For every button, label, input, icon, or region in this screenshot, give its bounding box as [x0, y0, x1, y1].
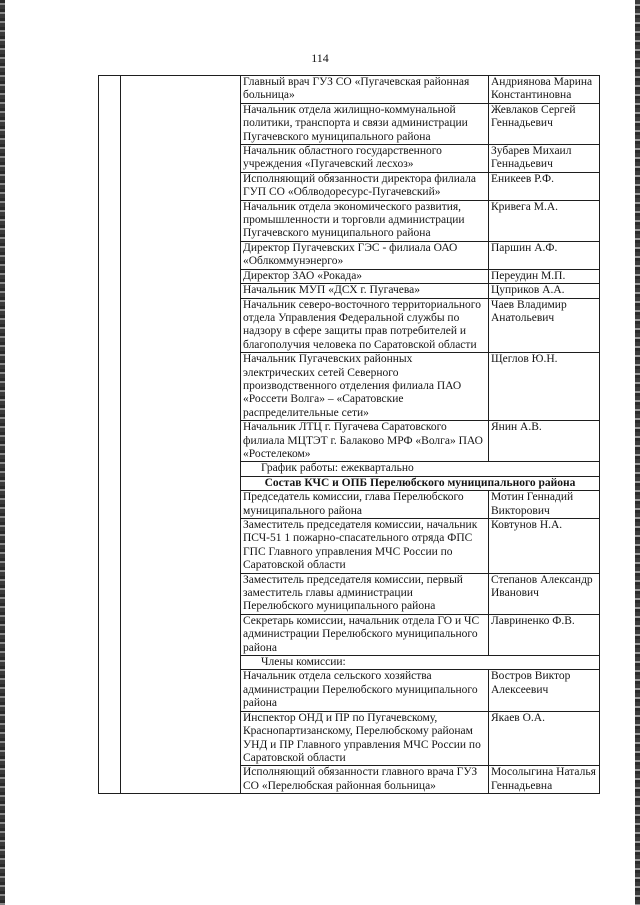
person-name-cell: Цуприков А.А.: [489, 284, 600, 298]
empty-district-cell: [121, 76, 241, 794]
person-name-cell: Ковтунов Н.А.: [489, 519, 600, 574]
person-name-cell: Лавриненко Ф.В.: [489, 614, 600, 655]
position-cell: Начальник ЛТЦ г. Пугачева Саратовского филиала МЦТЭТ г. Балаково МРФ «Волга» ПАО «Ростелеком»: [241, 421, 489, 462]
person-name-cell: Паршин А.Ф.: [489, 241, 600, 269]
person-name-cell: Жевлаков Сергей Геннадьевич: [489, 103, 600, 144]
schedule-note: График работы: ежеквартально: [241, 462, 600, 476]
person-name-cell: Андриянова Марина Константиновна: [489, 76, 600, 104]
schedule-note: Члены комиссии:: [241, 656, 600, 670]
scan-edge-left: [0, 0, 5, 905]
position-cell: Начальник областного государственного учреждения «Пугачевский лесхоз»: [241, 145, 489, 173]
position-cell: Инспектор ОНД и ПР по Пугачевскому, Краснопартизанскому, Перелюбскому районам УНД и ПР Главного управления МЧС России по Саратовской области: [241, 711, 489, 766]
position-cell: Начальник отдела жилищно-коммунальной политики, транспорта и связи администрации Пугачевского муниципального района: [241, 103, 489, 144]
section-heading: Состав КЧС и ОПБ Перелюбского муниципального района: [241, 476, 600, 490]
position-cell: Директор Пугачевских ГЭС - филиала ОАО «Облкоммунэнерго»: [241, 241, 489, 269]
person-name-cell: Янин А.В.: [489, 421, 600, 462]
person-name-cell: Зубарев Михаил Геннадьевич: [489, 145, 600, 173]
person-name-cell: Кривега М.А.: [489, 200, 600, 241]
person-name-cell: Якаев О.А.: [489, 711, 600, 766]
position-cell: Начальник северо-восточного территориального отдела Управления Федеральной службы по надзору в сфере защиты прав потребителей и благополучия человека по Саратовской области: [241, 298, 489, 353]
position-cell: Начальник отдела экономического развития, промышленности и торговли администрации Пугачевского муниципального района: [241, 200, 489, 241]
position-cell: Исполняющий обязанности директора филиала ГУП СО «Облводоресурс-Пугачевский»: [241, 172, 489, 200]
person-name-cell: Степанов Александр Иванович: [489, 573, 600, 614]
position-cell: Заместитель председателя комиссии, первый заместитель главы администрации Перелюбского муниципального района: [241, 573, 489, 614]
person-name-cell: Щеглов Ю.Н.: [489, 353, 600, 421]
position-cell: Исполняющий обязанности главного врача ГУЗ СО «Перелюбская районная больница»: [241, 766, 489, 794]
commission-table: [98, 75, 600, 794]
person-name-cell: Переудин М.П.: [489, 269, 600, 283]
person-name-cell: Еникеев Р.Ф.: [489, 172, 600, 200]
position-cell: Директор ЗАО «Рокада»: [241, 269, 489, 283]
position-cell: Начальник Пугачевских районных электрических сетей Северного производственного отделения филиала ПАО «Россети Волга» – «Саратовские распределительные сети»: [241, 353, 489, 421]
empty-number-cell: [99, 76, 121, 794]
position-cell: Секретарь комиссии, начальник отдела ГО и ЧС администрации Перелюбского муниципального района: [241, 614, 489, 655]
position-cell: Председатель комиссии, глава Перелюбского муниципального района: [241, 491, 489, 519]
position-cell: Начальник отдела сельского хозяйства администрации Перелюбского муниципального района: [241, 670, 489, 711]
person-name-cell: Востров Виктор Алексеевич: [489, 670, 600, 711]
person-name-cell: Мосолыгина Наталья Геннадьевна: [489, 766, 600, 794]
page-number: 114: [311, 51, 329, 65]
scan-edge-right: [635, 0, 640, 905]
position-cell: Заместитель председателя комиссии, начальник ПСЧ-51 1 пожарно-спасательного отряда ФПС ГПС Главного управления МЧС России по Саратовской области: [241, 519, 489, 574]
table-row: [99, 76, 600, 104]
person-name-cell: Мотин Геннадий Викторович: [489, 491, 600, 519]
position-cell: Главный врач ГУЗ СО «Пугачевская районная больница»: [241, 76, 489, 104]
person-name-cell: Чаев Владимир Анатольевич: [489, 298, 600, 353]
commission-table-body: [99, 76, 600, 794]
position-cell: Начальник МУП «ДСХ г. Пугачева»: [241, 284, 489, 298]
